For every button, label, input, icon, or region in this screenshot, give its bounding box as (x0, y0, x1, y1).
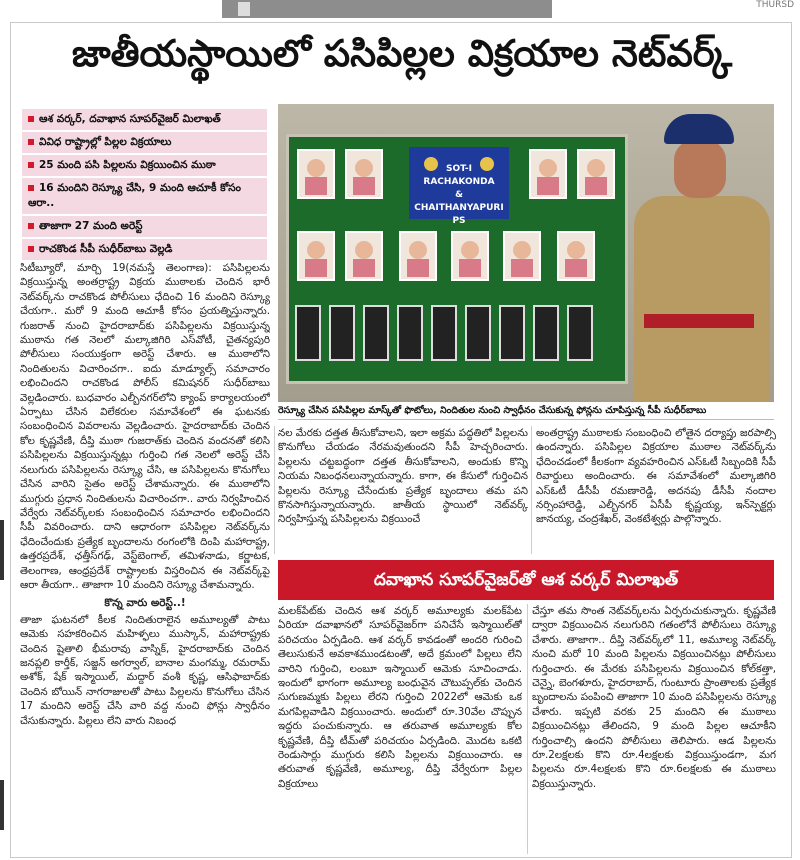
article-paragraph: సిటీబ్యూరో, మార్చి 19(నమస్తే తెలంగాణ): పసిపిల్లలను విక్రయిస్తున్న అంతర్రాష్ట్ర విక్రయ ముఠాలకు చెందిన భారీ నెట్‌వర్క్‌ను రాచకొండ పోలీసులు ఛేదించి 16 మందిని రెస్క్యూ చేయగా.. మరో 9 మంది ఆచూకీ కోసం ప్రయత్నిస్తున్నారు. గుజరాత్ నుంచి హైదరాబాద్‌కు పసిపిల్లలను విక్రయిస్తున్న ముఠాను గత నెలలో మల్కాజిగిరి ఎస్‌వోటీ, చైతన్యపురి పోలీసులు సంయుక్తంగా అరెస్ట్ చేశారు. ఆ ముఠాలోని నిందితులను విచారించగా.. ఐదు మాడ్యూల్స్ సమాచారం లభించిందని రాచకొండ పోలీస్ కమిషనర్ సుధీర్‌బాబు వెల్లడించారు. బుధవారం ఎల్బీనగర్‌లోని క్యాంప్ కార్యాలయంలో ఏర్పాటు చేసిన విలేకరుల సమావేశంలో ఈ ఘటనకు సంబంధించిన వివరాలను వెల్లడించారు. హైదరాబాద్‌కు చెందిన కోల కృష్ణవేణి, దీప్తి ముఠా గుజరాత్‌కు చెందిన వందనతో కలిసి పసిపిల్లలను విక్రయిస్తున్నట్లు గుర్తించి గత నెలలో అరెస్ట్ చేసి నలుగురు పసిపిల్లలను రెస్క్యూ చేసి, ఆ పసిపిల్లలను కొనుగోలు చేసిన వారిని సైతం అరెస్ట్ చేశామన్నారు. ఈ ముఠాలోని ముగ్గురు ప్రధాన నిందితులను విచారించగా.. వారు నిర్వహించిన వేర్వేరు నెట్‌వర్క్‌లకు సంబంధించిన సమాచారం లభించిందని సీపీ వివరించారు. దాని ఆధారంగా పసిపిల్లల నెట్‌వర్క్‌ను ఛేదించేందుకు ప్రత్యేక బృందాలను రంగంలోకి దింపి మహారాష్ట్ర, ఉత్తరప్రదేశ్, ఛత్తీస్‌గఢ్, వెస్ట్‌బెంగాల్, తమిళనాడు, కర్ణాటక, తెలంగాణ, ఆంధ్రప్రదేశ్ రాష్ట్రాలకు విస్తరించిన ఈ నెట్‌వర్క్‌పై ఆరా తీయగా.. తాజాగా 10 మందిని రెస్క్యూ చేశామన్నారు. (20, 262, 270, 591)
seized-phone (465, 305, 491, 361)
article-paragraph: చేస్తూ తమ సొంత నెట్‌వర్క్‌లను ఏర్పరుచుకున్నారు. కృష్ణవేణి ద్వారా విక్రయించిన నలుగురిని గతంలోనే పోలీసులు రెస్క్యూ చేశారు. తాజాగా.. దీప్తి నెట్‌వర్క్‌లో 11, అమూల్య నెట్‌వర్క్ నుంచి మరో 10 మంది పిల్లలను విక్రయించినట్లు పోలీసులు గుర్తించారు. ఈ మేరకు పసిపిల్లలను విక్రయించిన కోల్‌కత్తా, చెన్నై, బెంగళూరు, హైదరాబాద్, గుంటూరు ప్రాంతాలకు ప్రత్యేక బృందాలను పంపించి తాజాగా 10 మంది పసిపిల్లలను రెస్క్యూ చేశారు. ఇప్పటి వరకు 25 మందిని ఈ ముఠాలు విక్రయించినట్లు తేలిందని, 9 మంది పిల్లల ఆచూకీని గుర్తించాల్సి ఉందని పోలీసులు తెలిపారు. ఆడ పిల్లలను రూ.2లక్షలకు కొని రూ.4లక్షలకు విక్రయిస్తుండగా, మగ పిల్లలను రూ.4లక్షలకు కొని రూ.6లక్షలకు ఈ ముఠాలు విక్రయిస్తున్నారు. (532, 605, 776, 790)
seized-phone (295, 305, 321, 361)
child-photo (399, 231, 437, 281)
section-kicker: కొన్న వారు అరెస్ట్..! (104, 597, 186, 610)
article-column-3 (536, 426, 776, 552)
column-divider (527, 604, 528, 854)
masthead-banner (222, 0, 552, 18)
child-photo (577, 149, 615, 199)
seized-phone (499, 305, 525, 361)
seized-phone (567, 305, 593, 361)
bullet-square-icon (28, 246, 34, 252)
page-edge-mark (0, 780, 4, 830)
photo-caption: రెస్క్యూ చేసిన పసిపిల్లల మాస్క్‌తో ఫొటోలు, నిందితుల నుంచి స్వాధీనం చేసుకున్న ఫోన్లను చూపిస్తున్న సీపీ సుధీర్‌బాబు (278, 404, 774, 420)
article-column-1 (20, 261, 270, 853)
masthead-strip (0, 0, 800, 18)
masthead-logo-mark (238, 2, 250, 16)
highlight-item: తాజాగా 27 మంది అరెస్ట్ (22, 216, 267, 239)
officer-cap (664, 114, 734, 144)
seized-phone (431, 305, 457, 361)
seized-phone (533, 305, 559, 361)
emblem-icon (424, 157, 438, 171)
officer-belt (644, 314, 754, 328)
sub-headline: దవాఖాన సూపర్‌వైజర్‌తో ఆశ వర్కర్ మిలాఖత్ (278, 560, 774, 600)
officer-uniform (634, 196, 770, 402)
column-divider (274, 426, 275, 554)
article-paragraph: తాజా ఘటనలో కీలక నిందితురాలైన అమూల్యతో పాటు ఆమెకు సహకరించిన మహిళ్ఫలు ముస్కాన్, మహారాష్ట్రకు చెందిన షైతాలి భీమరావు వాస్నిక్, హైదరాబాద్‌కు చెందిన జనప్లలి కార్తీక్, సజ్జన్ అగర్వాల్, బానాల మంగమ్మ, రమరామ్ అశోక్, షేక్ ఇస్మాయిల్, మద్దార్ వంశీ కృష్ణ, ఆసిఫాబాద్‌కు చెందిన బోయిన్ నాగరాజులతో పాటు పిల్లలను కొనుగోలు చేసిన 17 మందిని అరెస్ట్ చేసి వారి వద్ద నుంచి ఫోన్లు స్వాధీనం చేసుకున్నారు. పిల్లలు లేని వారు నిబంధ (20, 613, 270, 727)
bullet-square-icon (28, 116, 34, 122)
display-board (286, 134, 628, 384)
emblem-icon (480, 157, 494, 171)
highlight-item: వివిధ రాష్ట్రాల్లో పిల్లల విక్రయాలు (22, 132, 267, 155)
page-edge-mark (0, 520, 4, 580)
seized-phone (397, 305, 423, 361)
child-photo (297, 149, 335, 199)
highlight-item: రాచకొండ సీపీ సుధీర్‌బాబు వెల్లడి (22, 239, 267, 262)
article-column-5 (532, 604, 776, 854)
highlight-item: 16 మందిని రెస్క్యూ చేసి, 9 మంది ఆచూకీ కోసం ఆరా.. (22, 178, 267, 216)
column-divider (531, 426, 532, 554)
masthead-day: THURSD (756, 0, 794, 10)
child-photo (345, 149, 383, 199)
officer-face (674, 140, 726, 198)
child-photo (345, 231, 383, 281)
article-column-2 (278, 426, 528, 552)
child-photo (451, 231, 489, 281)
child-photo (297, 231, 335, 281)
bullet-square-icon (28, 223, 34, 229)
bullet-square-icon (28, 139, 34, 145)
article-paragraph: అంతర్రాష్ట్ర ముఠాలకు సంబంధించి లోతైన దర్యాప్తు జరపాల్సి ఉందన్నారు. పసిపిల్లల విక్రయాల ముఠాల నెట్‌వర్క్‌ను ఛేదించడంలో కీలకంగా వ్యవహరించిన ఎస్‌ఓటీ సిబ్బందికి సీపీ రివార్డులు అందించారు. ఈ సమావేశంలో మల్కాజిగిరి ఎస్‌ఓటీ డీసీపీ రమణారెడ్డి, అదనపు డీసీపీ నందాల నర్సింహారెడ్డి, ఎల్బీనగర్ ఏసీపీ కృష్ణయ్య, ఇన్‌స్పెక్టర్లు జానయ్య, చంద్రశేఖర్, వెంకటేశ్వర్లు పాల్గొన్నారు. (536, 427, 776, 526)
news-photo (278, 104, 774, 402)
article-paragraph: నల మేరకు దత్తత తీసుకోవాలని, ఇలా అక్రమ పద్ధతిలో పిల్లలను కొనుగోలు చేయడం నేరమవుతుందని సీపీ హెచ్చరించారు. పిల్లలను చట్టబద్ధంగా దత్తత తీసుకోవాలని, అందుకు కొన్ని నియమ నిబంధనలున్నాయన్నారు. కాగా, ఈ కేసులో గుర్తించిన పిల్లలను రెస్క్యూ చేసేందుకు ప్రత్యేక బృందాలు తమ పని కొనసాగిస్తున్నాయన్నారు. జాతీయ స్థాయిలో నెట్‌వర్క్ నిర్వహిస్తున్న పసిపిల్లలను విక్రయించే (278, 427, 528, 526)
child-photo (503, 231, 541, 281)
highlights-box (22, 109, 267, 262)
seized-phone (329, 305, 355, 361)
seized-phone (363, 305, 389, 361)
article-paragraph: మలక్‌పేట్‌కు చెందిన ఆశ వర్కర్ అమూల్యకు మలక్‌పేట ఏరియా దవాఖానలో సూపర్‌వైజర్‌గా పనిచేసే ఇస్మాయిల్‌తో పరిచయం ఏర్పడింది. ఆశ వర్కర్ కావడంతో అందరి గురించి తెలుసుకునే అవకాశముండటంతో, అదే క్రమంలో పిల్లలు లేని వారిని గుర్తించి, లంబూ ఇస్మాయిల్ ఆమెకు సూచించాడు. ఇందులో భాగంగా అమూల్య బంధువైన చౌటుప్పల్‌కు చెందిన సుగుణమ్మకు పిల్లలు లేరని గుర్తించి 2022లో ఆమెకు ఒక మగపిల్లవాడిని విక్రయించారు. అందులో రూ.30వేల చొప్పున ఇద్దరు పంచుకున్నారు. ఆ తరువాత అమూల్యకు కోల కృష్ణవేణి, దీప్తి టీమ్‌తో పరిచయం ఏర్పడింది. మొదట ఒకటి రెండుసార్లు ముగ్గురు కలిసి పిల్లలను విక్రయించారు. ఆ తరువాత కృష్ణవేణి, అమూల్య, దీప్తి వేర్వేరుగా పిల్లల విక్రయాలు (278, 605, 522, 790)
police-sign: SOT-I RACHAKONDA & CHAITHANYAPURI PS (409, 147, 509, 219)
page-title: జాతీయస్థాయిలో పసిపిల్లల విక్రయాల నెట్‌వర్క్ (71, 32, 733, 75)
bullet-square-icon (28, 185, 34, 191)
child-photo (557, 231, 595, 281)
highlight-item: ఆశ వర్కర్, దవాఖాన సూపర్‌వైజర్ మిలాఖత్ (22, 109, 267, 132)
police-officer-figure (634, 114, 770, 402)
child-photo (529, 149, 567, 199)
bullet-square-icon (28, 162, 34, 168)
highlight-item: 25 మంది పసి పిల్లలను విక్రయించిన ముఠా (22, 155, 267, 178)
article-column-4 (278, 604, 522, 854)
